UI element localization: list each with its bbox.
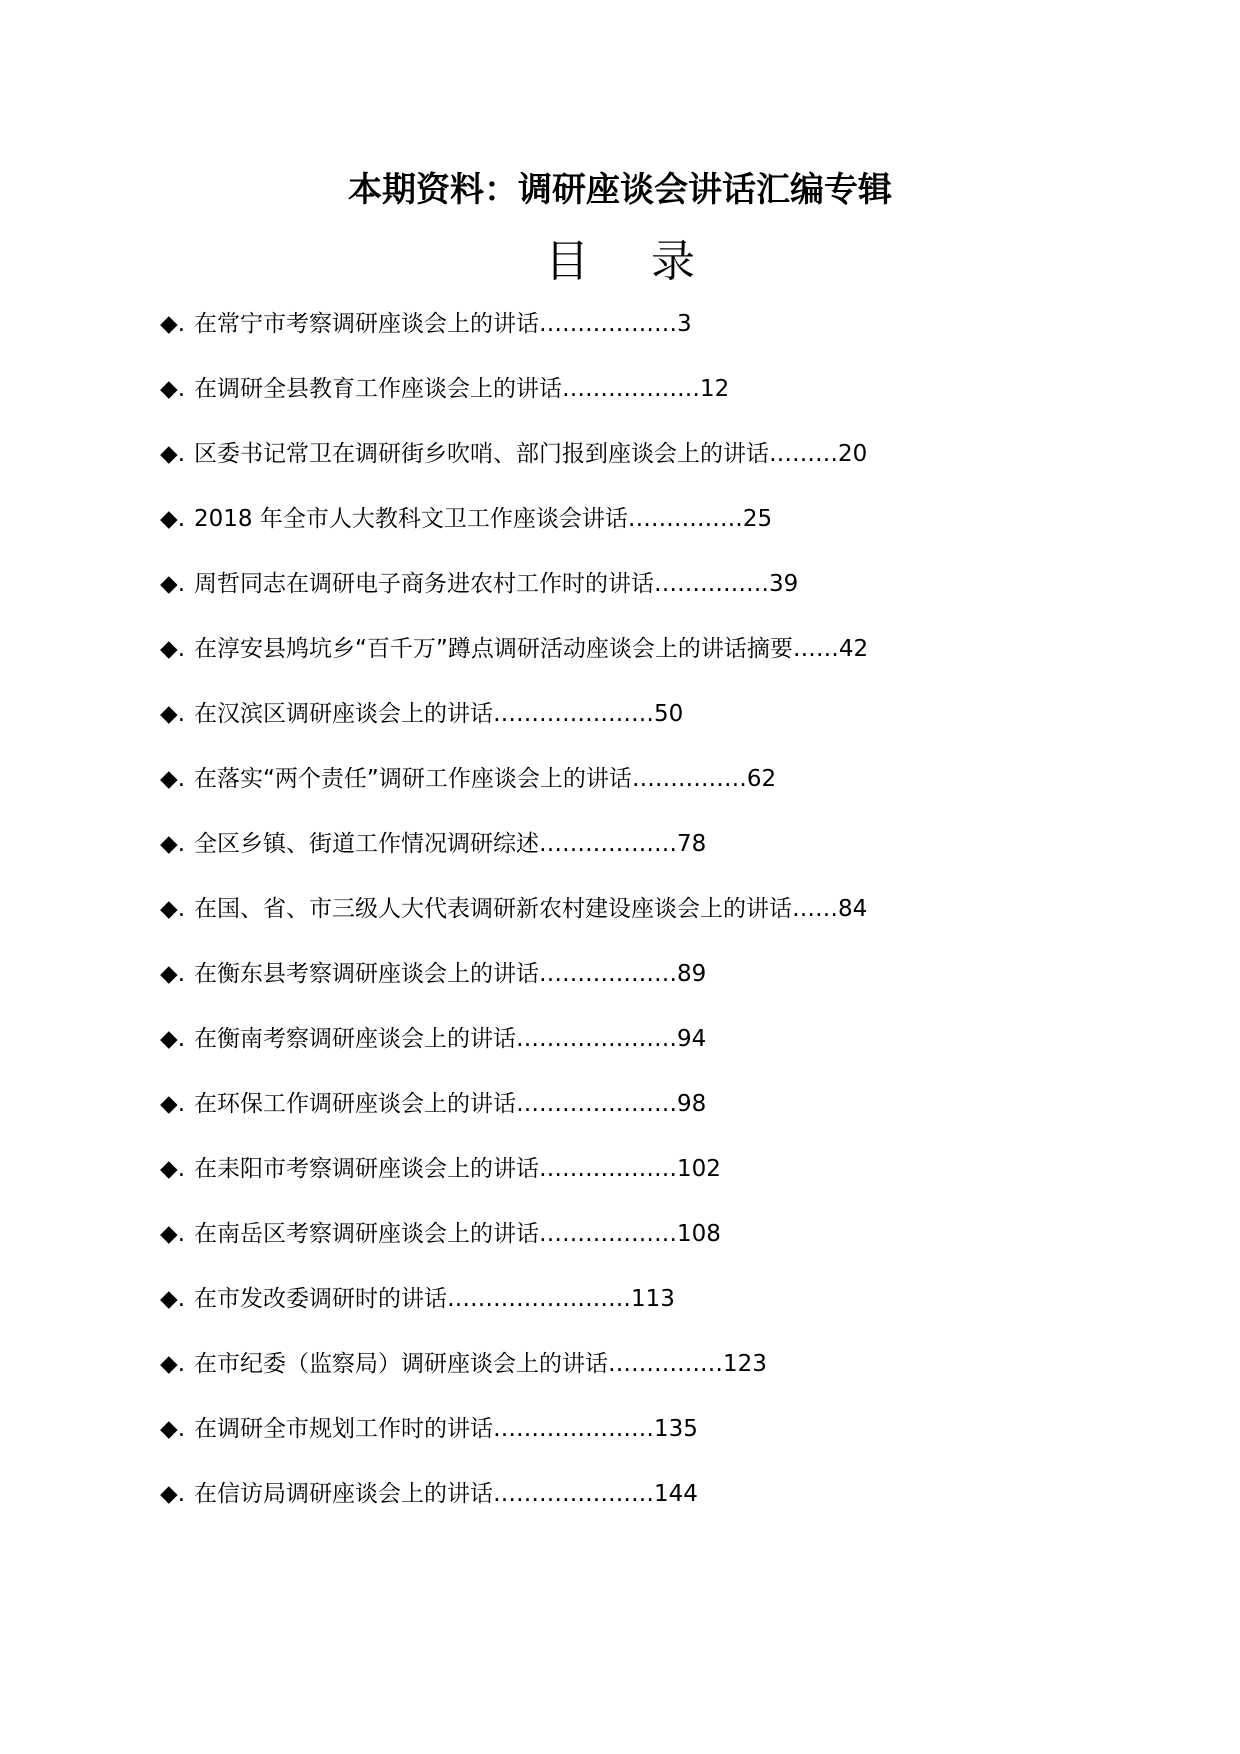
document-title: 本期资料：调研座谈会讲话汇编专辑 (348, 170, 892, 210)
toc-entry-leader: ………………… (493, 1416, 654, 1442)
toc-entry-page: 50 (654, 701, 684, 727)
toc-entry-leader: ……………… (539, 1221, 677, 1247)
toc-entry-title: 在汉滨区调研座谈会上的讲话 (194, 701, 493, 727)
toc-entry-title: 在衡东县考察调研座谈会上的讲话 (194, 961, 539, 987)
bullet-diamond-icon: ◆. (160, 701, 185, 727)
toc-entry[interactable] (160, 698, 1120, 763)
bullet-diamond-icon: ◆. (160, 441, 185, 467)
toc-entry[interactable] (160, 893, 1120, 958)
toc-entry-title: 在衡南考察调研座谈会上的讲话 (194, 1026, 516, 1052)
toc-entry-leader: ……………… (539, 311, 677, 337)
toc-entry[interactable] (160, 1413, 1120, 1478)
toc-heading (0, 234, 1240, 290)
toc-entry-leader: …… (792, 636, 839, 662)
toc-entry-title: 在落实“两个责任”调研工作座谈会上的讲话 (194, 766, 632, 792)
toc-entry[interactable] (160, 828, 1120, 893)
toc-entry-title: 在国、省、市三级人大代表调研新农村建设座谈会上的讲话 (194, 896, 792, 922)
toc-entry[interactable] (160, 503, 1120, 568)
toc-entry[interactable] (160, 633, 1120, 698)
toc-entry-page: 108 (677, 1221, 721, 1247)
toc-entry[interactable] (160, 1088, 1120, 1153)
toc-entry-title: 2018 年全市人大教科文卫工作座谈会讲话 (194, 506, 628, 532)
toc-entry[interactable] (160, 308, 1120, 373)
toc-entry-page: 62 (746, 766, 777, 792)
toc-entry-page: 135 (654, 1416, 698, 1442)
toc-entry-page: 89 (677, 961, 707, 987)
bullet-diamond-icon: ◆. (160, 1286, 185, 1312)
toc-entry-page: 12 (700, 376, 730, 402)
toc-entry[interactable] (160, 1348, 1120, 1413)
toc-entry-page: 78 (677, 831, 707, 857)
toc-heading-char-2: 录 (651, 236, 695, 287)
toc-entry-leader: ……………… (539, 1156, 677, 1182)
toc-entry-title: 在淳安县鸠坑乡“百千万”蹲点调研活动座谈会上的讲话摘要 (194, 636, 793, 662)
toc-entry-page: 42 (838, 636, 869, 662)
toc-entry-page: 113 (631, 1286, 675, 1312)
toc-entry-leader: ………………… (493, 1481, 654, 1507)
toc-entry-leader: ………………… (493, 701, 654, 727)
toc-entry-page: 25 (742, 506, 773, 532)
bullet-diamond-icon: ◆. (160, 376, 185, 402)
toc-entry[interactable] (160, 763, 1120, 828)
toc-entry-page: 3 (677, 311, 692, 337)
toc-entry[interactable] (160, 1478, 1120, 1543)
bullet-diamond-icon: ◆. (160, 896, 185, 922)
toc-heading-char-1: 目 (545, 236, 589, 287)
toc-entry-title: 在环保工作调研座谈会上的讲话 (194, 1091, 516, 1117)
toc-entry-leader: ……………… (539, 961, 677, 987)
bullet-diamond-icon: ◆. (160, 506, 185, 532)
toc-entry-title: 在调研全市规划工作时的讲话 (194, 1416, 493, 1442)
bullet-diamond-icon: ◆. (160, 571, 185, 597)
toc-entry-page: 39 (769, 571, 799, 597)
toc-entry-page: 144 (654, 1481, 698, 1507)
bullet-diamond-icon: ◆. (160, 1026, 185, 1052)
toc-entry-leader: …………… (608, 1351, 723, 1377)
toc-entry[interactable] (160, 1023, 1120, 1088)
bullet-diamond-icon: ◆. (160, 1351, 185, 1377)
toc-entry-leader: ………………… (516, 1026, 677, 1052)
toc-entry-title: 全区乡镇、街道工作情况调研综述 (194, 831, 539, 857)
toc-entry-title: 区委书记常卫在调研街乡吹哨、部门报到座谈会上的讲话 (194, 441, 769, 467)
toc-entry-leader: ………………… (516, 1091, 677, 1117)
toc-entry-leader: ……………… (539, 831, 677, 857)
toc-entry-page: 84 (838, 896, 868, 922)
bullet-diamond-icon: ◆. (160, 1091, 185, 1117)
bullet-diamond-icon: ◆. (160, 1156, 185, 1182)
toc-entry-title: 在信访局调研座谈会上的讲话 (194, 1481, 493, 1507)
toc-entry-leader: …………… (631, 766, 747, 792)
toc-entry[interactable] (160, 568, 1120, 633)
toc-entry-leader: ……… (769, 441, 838, 467)
bullet-diamond-icon: ◆. (160, 766, 185, 792)
toc-entry-title: 在南岳区考察调研座谈会上的讲话 (194, 1221, 539, 1247)
toc-entry[interactable] (160, 373, 1120, 438)
toc-entry[interactable] (160, 958, 1120, 1023)
toc-entry[interactable] (160, 1218, 1120, 1283)
toc-entry-title: 在耒阳市考察调研座谈会上的讲话 (194, 1156, 539, 1182)
toc-entry-leader: …………… (654, 571, 769, 597)
toc-entry-page: 20 (838, 441, 868, 467)
toc-entry-page: 123 (723, 1351, 767, 1377)
toc-entry-title: 在市纪委（监察局）调研座谈会上的讲话 (194, 1351, 608, 1377)
toc-entry-leader: …………………… (447, 1286, 631, 1312)
toc-entry-page: 102 (677, 1156, 721, 1182)
bullet-diamond-icon: ◆. (160, 1221, 185, 1247)
bullet-diamond-icon: ◆. (160, 1481, 185, 1507)
toc-entry-title: 在市发改委调研时的讲话 (194, 1286, 447, 1312)
toc-entry-title: 周哲同志在调研电子商务进农村工作时的讲话 (194, 571, 654, 597)
bullet-diamond-icon: ◆. (160, 831, 185, 857)
toc-entry-page: 94 (677, 1026, 707, 1052)
toc-entry-page: 98 (677, 1091, 707, 1117)
toc-entry[interactable] (160, 438, 1120, 503)
toc-entry-title: 在常宁市考察调研座谈会上的讲话 (194, 311, 539, 337)
bullet-diamond-icon: ◆. (160, 636, 185, 662)
toc-entry-title: 在调研全县教育工作座谈会上的讲话 (194, 376, 562, 402)
bullet-diamond-icon: ◆. (160, 311, 185, 337)
toc-entry[interactable] (160, 1283, 1120, 1348)
toc-entry-leader: ……………… (562, 376, 700, 402)
toc-entry-leader: …………… (627, 506, 743, 532)
bullet-diamond-icon: ◆. (160, 961, 185, 987)
toc-entry[interactable] (160, 1153, 1120, 1218)
bullet-diamond-icon: ◆. (160, 1416, 185, 1442)
toc-entry-leader: …… (792, 896, 838, 922)
toc-list (160, 308, 1120, 1543)
